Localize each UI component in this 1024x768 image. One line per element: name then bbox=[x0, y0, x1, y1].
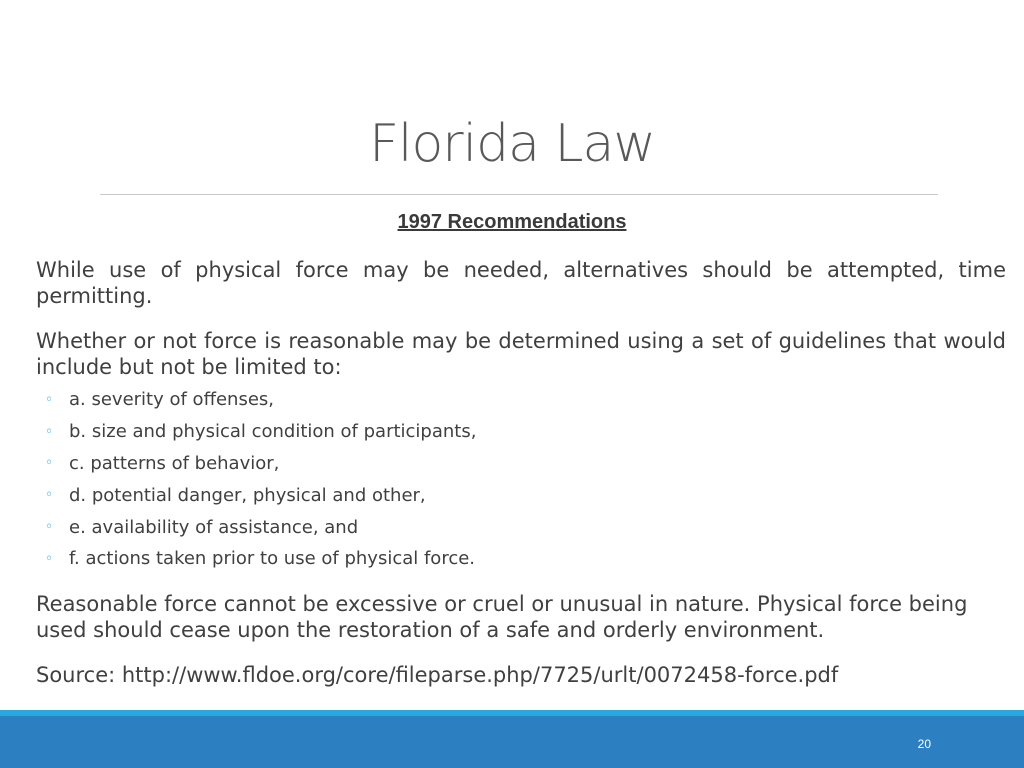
footer-band bbox=[0, 716, 1024, 768]
hollow-circle-bullet-icon: ◦ bbox=[45, 519, 54, 536]
hollow-circle-bullet-icon: ◦ bbox=[45, 423, 54, 440]
list-item bbox=[45, 448, 476, 480]
slide-title: Florida Law bbox=[369, 114, 655, 174]
list-item bbox=[45, 511, 476, 543]
hollow-circle-bullet-icon: ◦ bbox=[45, 487, 54, 504]
paragraph-reasonable-force: Reasonable force cannot be excessive or cruel or unusual in nature. Physical force being used should cease upon the restoration of a safe and orderly environment. bbox=[36, 592, 968, 642]
hollow-circle-bullet-icon: ◦ bbox=[45, 550, 54, 567]
page-number: 20 bbox=[917, 737, 931, 751]
source-citation: Source: http://www.fldoe.org/core/fileparse.php/7725/urlt/0072458-force.pdf bbox=[36, 663, 839, 687]
title-divider bbox=[100, 194, 938, 195]
list-item-text: d. potential danger, physical and other, bbox=[69, 484, 426, 506]
guideline-list bbox=[45, 384, 476, 575]
list-item-text: c. patterns of behavior, bbox=[69, 452, 280, 474]
list-item-text: f. actions taken prior to use of physical force. bbox=[69, 548, 476, 570]
slide-subtitle: 1997 Recommendations bbox=[397, 211, 627, 233]
list-item bbox=[45, 479, 476, 511]
list-item-text: b. size and physical condition of participants, bbox=[69, 421, 477, 443]
list-item-text: a. severity of offenses, bbox=[69, 389, 275, 411]
hollow-circle-bullet-icon: ◦ bbox=[45, 455, 54, 472]
paragraph-alternatives: While use of physical force may be needed, alternatives should be attempted, time permitting. bbox=[36, 258, 1006, 308]
list-item bbox=[45, 543, 476, 575]
list-item bbox=[45, 384, 476, 416]
hollow-circle-bullet-icon: ◦ bbox=[45, 391, 54, 408]
list-item-text: e. availability of assistance, and bbox=[69, 516, 359, 538]
paragraph-guidelines: Whether or not force is reasonable may be determined using a set of guidelines that would include but not be limited to: bbox=[36, 329, 1006, 379]
list-item bbox=[45, 416, 476, 448]
